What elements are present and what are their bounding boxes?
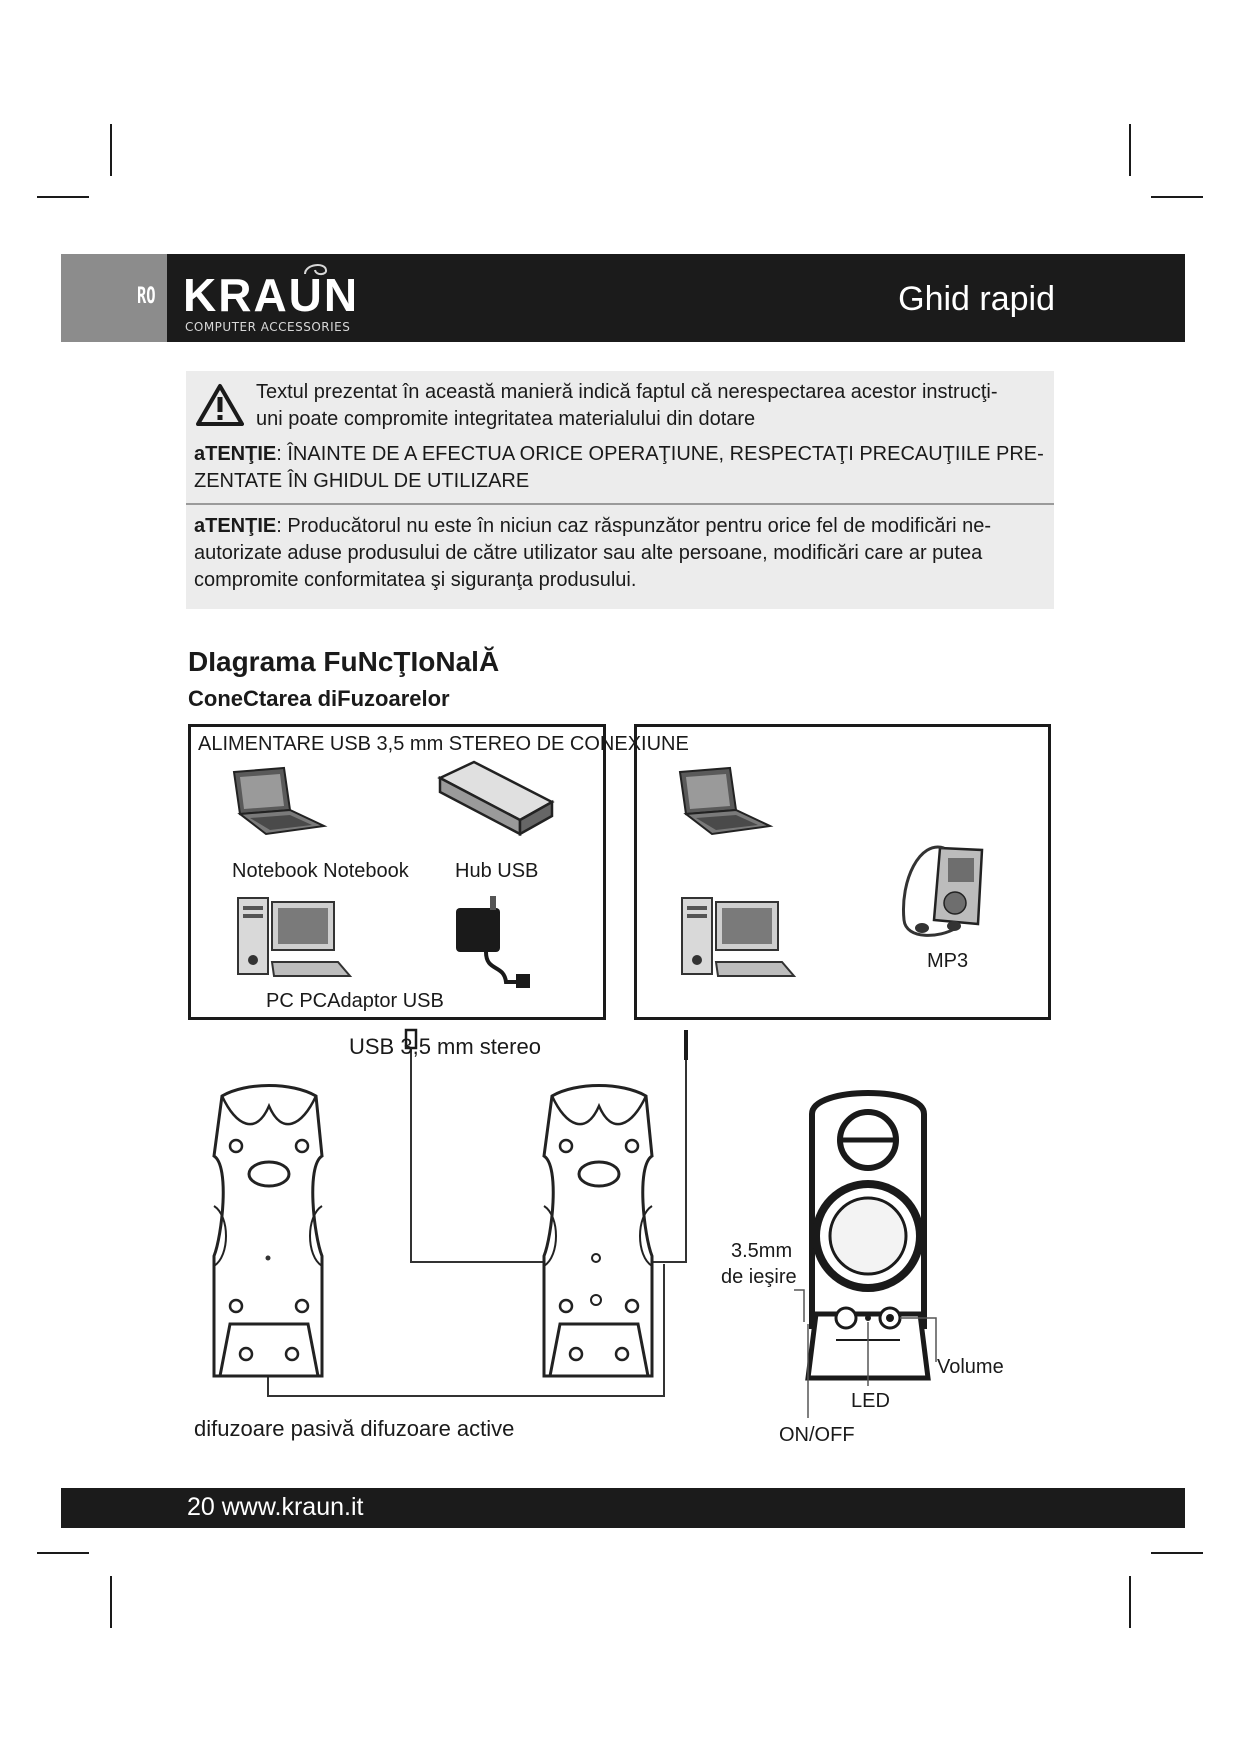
crop-mark: [37, 196, 89, 198]
volume-knob-icon: [880, 1308, 900, 1328]
label-usb-hub: Hub USB: [455, 860, 539, 882]
section-title: DIagrama FuNcŢIoNalĂ: [188, 646, 500, 677]
crop-mark: [110, 1576, 112, 1628]
label-volume: Volume: [937, 1356, 1004, 1378]
stereo-cable: [600, 1030, 686, 1262]
speaker-link-cable: [268, 1252, 664, 1396]
attention-text: ZENTATE ÎN GHIDUL DE UTILIZARE: [194, 470, 530, 492]
page-header: [61, 254, 1185, 342]
active-speaker-illustration: [544, 1086, 652, 1377]
speaker-front-illustration: [808, 1093, 928, 1378]
notice-box: [186, 371, 1054, 609]
label-output: 3.5mm: [731, 1240, 793, 1262]
audio-sources-box: [634, 724, 1051, 1020]
diagram-box-title: ALIMENTARE USB 3,5 mm STEREO DE CONEXIUNE: [198, 733, 689, 755]
page-footer: [61, 1488, 1185, 1528]
crop-mark: [1129, 1576, 1131, 1628]
label-notebook: Notebook Notebook: [232, 860, 409, 882]
crop-mark: [1129, 124, 1131, 176]
brand-name: KRAUN: [183, 269, 360, 321]
attention-text: : ÎNAINTE DE A EFECTUA ORICE OPERAŢIUNE, RESPECTAŢI PRECAUŢIILE PRE-: [276, 443, 1044, 465]
crop-mark: [37, 1552, 89, 1554]
label-output: de ieşire: [721, 1266, 797, 1288]
label-pc-adaptor: PC PCAdaptor USB: [266, 990, 444, 1012]
section-subtitle: ConeCtarea diFuzoarelor: [188, 686, 450, 711]
label-speakers: difuzoare pasivă difuzoare active: [194, 1416, 515, 1441]
passive-speaker-illustration: [214, 1086, 322, 1377]
footer-page-url: 20 www.kraun.it: [187, 1493, 364, 1521]
onoff-knob-icon: [836, 1308, 856, 1328]
language-tab: [61, 254, 167, 342]
led-indicator-icon: [865, 1315, 871, 1321]
attention-paragraph-1: [194, 441, 1054, 495]
crop-mark: [1151, 196, 1203, 198]
label-onoff: ON/OFF: [779, 1424, 855, 1446]
notice-divider: [186, 503, 1054, 505]
label-led: LED: [851, 1390, 890, 1412]
notice-line: uni poate compromite integritatea materialului din dotare: [256, 408, 756, 430]
attention-text: compromite conformitatea şi siguranţa produsului.: [194, 569, 637, 591]
brand-logo: [183, 264, 383, 336]
label-mp3: MP3: [927, 950, 969, 972]
notice-line: Textul prezentat în această manieră indică faptul că nerespectarea acestor instrucţi-: [256, 381, 998, 403]
attention-text: : Producătorul nu este în niciun caz răspunzător pentru orice fel de modificări ne-: [276, 515, 992, 537]
crop-mark: [110, 124, 112, 176]
brand-tagline: COMPUTER ACCESSORIES: [185, 320, 351, 334]
usb-cable: [406, 1030, 600, 1262]
attention-label: aTENŢIE: [194, 515, 277, 537]
warning-triangle-icon: [196, 383, 244, 427]
label-cable: USB 3,5 mm stereo: [349, 1034, 541, 1059]
attention-text: autorizate aduse produsului de către utilizator sau alte persoane, modificări care ar putea: [194, 542, 983, 564]
callout-line-volume: [900, 1318, 936, 1362]
crop-mark: [1151, 1552, 1203, 1554]
page-title: Ghid rapid: [898, 280, 1055, 318]
attention-paragraph-2: [194, 513, 1054, 594]
attention-label: aTENŢIE: [194, 443, 277, 465]
language-label: RO: [136, 284, 155, 309]
callout-line-output: [794, 1290, 804, 1322]
